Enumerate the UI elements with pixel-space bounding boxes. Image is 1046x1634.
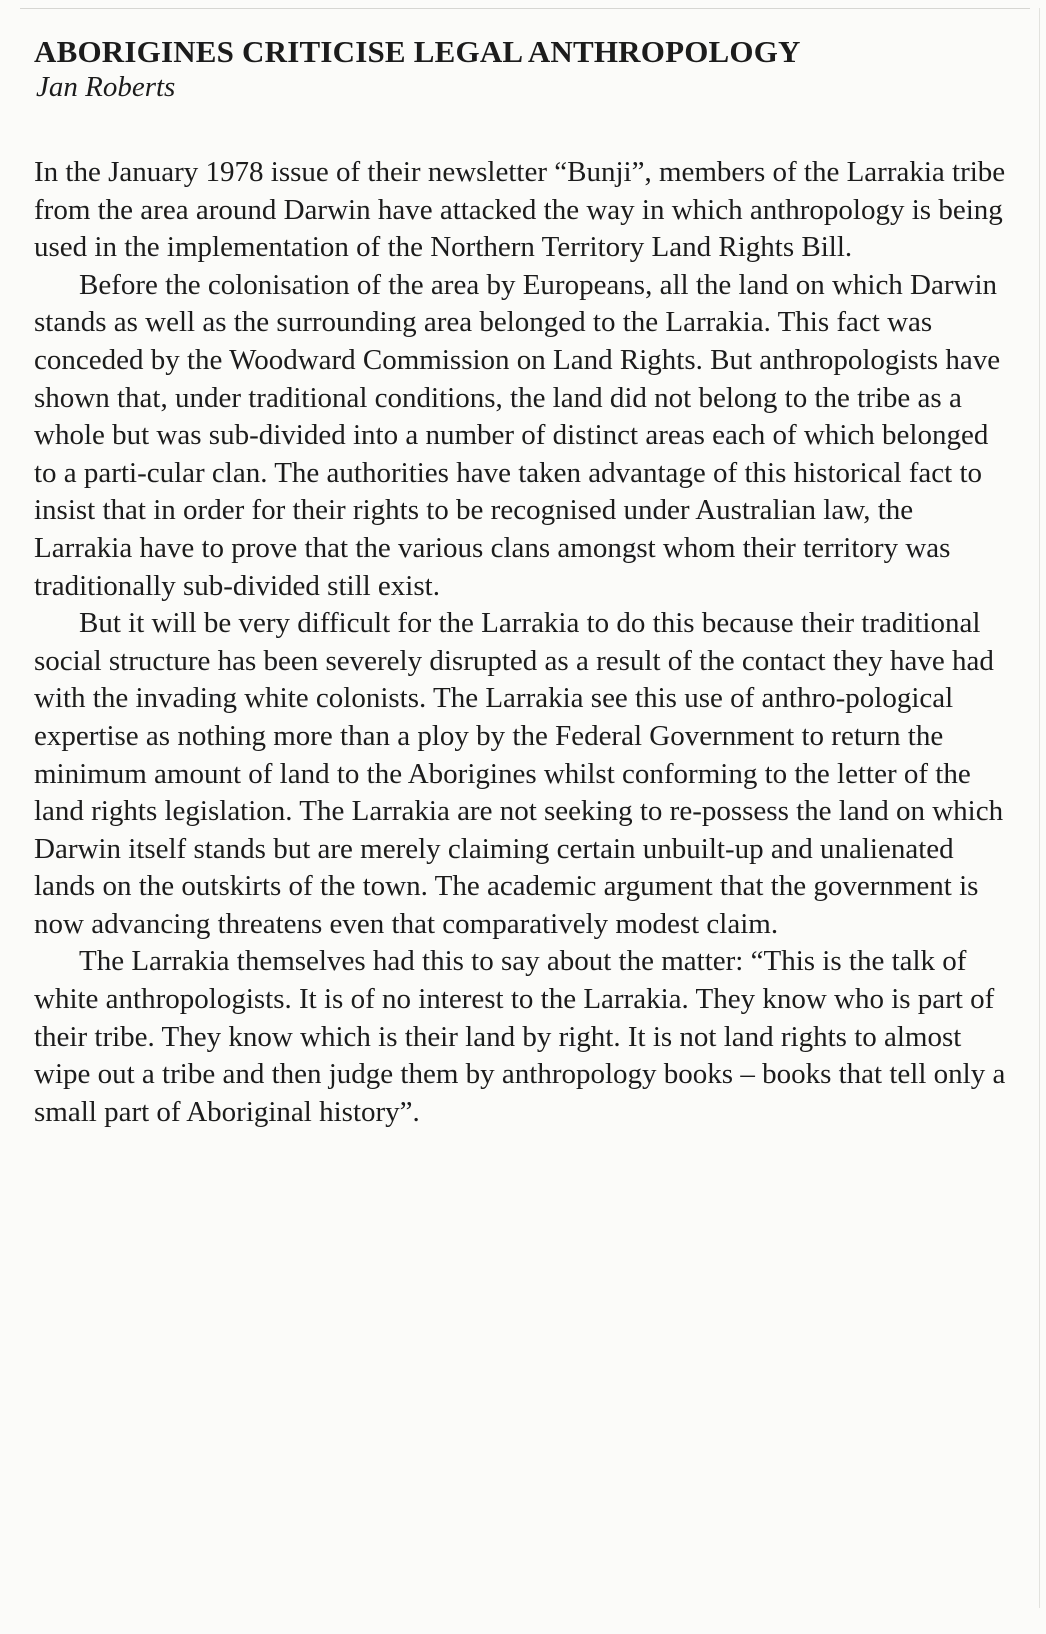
article — [34, 34, 1009, 1131]
article-paragraph-1: In the January 1978 issue of their newsletter “Bunji”, members of the Larrakia tribe from the area around Darwin have attacked the way in which anthropology is being used in the implementation of the Northern Territory Land Rights Bill. — [34, 156, 1006, 264]
article-body — [34, 154, 1009, 1131]
article-paragraph-4: The Larrakia themselves had this to say about the matter: “This is the talk of white anthropologists. It is of no interest to the Larrakia. They know who is part of their tribe. They know which is their land by right. It is not land rights to almost wipe out a tribe and then judge them by anthropology books – books that tell only a small part of Aboriginal history”. — [34, 945, 1006, 1128]
article-headline: ABORIGINES CRITICISE LEGAL ANTHROPOLOGY — [34, 34, 801, 69]
top-border-line — [20, 8, 1030, 9]
article-paragraph-3: But it will be very difficult for the Larrakia to do this because their traditional social structure has been severely disrupted as a result of the contact they have had with the invading white colonists. The Larrakia see this use of anthro-pological expertise as nothing more than a ploy by the Federal Government to return the minimum amount of land to the Aborigines whilst conforming to the letter of the land rights legislation. The Larrakia are not seeking to re-possess the land on which Darwin itself stands but are merely claiming certain unbuilt-up and unalienated lands on the outskirts of the town. The academic argument that the government is now advancing threatens even that comparatively modest claim. — [34, 607, 1004, 940]
article-paragraph-2: Before the colonisation of the area by Europeans, all the land on which Darwin stands as well as the surrounding area belonged to the Larrakia. This fact was conceded by the Woodward Commission on Land Rights. But anthropologists have shown that, under traditional conditions, the land did not belong to the tribe as a whole but was sub-divided into a number of distinct areas each of which belonged to a parti-cular clan. The authorities have taken advantage of this historical fact to insist that in order for their rights to be recognised under Australian law, the Larrakia have to prove that the various clans amongst whom their territory was traditionally sub-divided still exist. — [34, 268, 1001, 602]
article-byline: Jan Roberts — [36, 71, 176, 103]
right-border-line — [1039, 8, 1040, 1608]
